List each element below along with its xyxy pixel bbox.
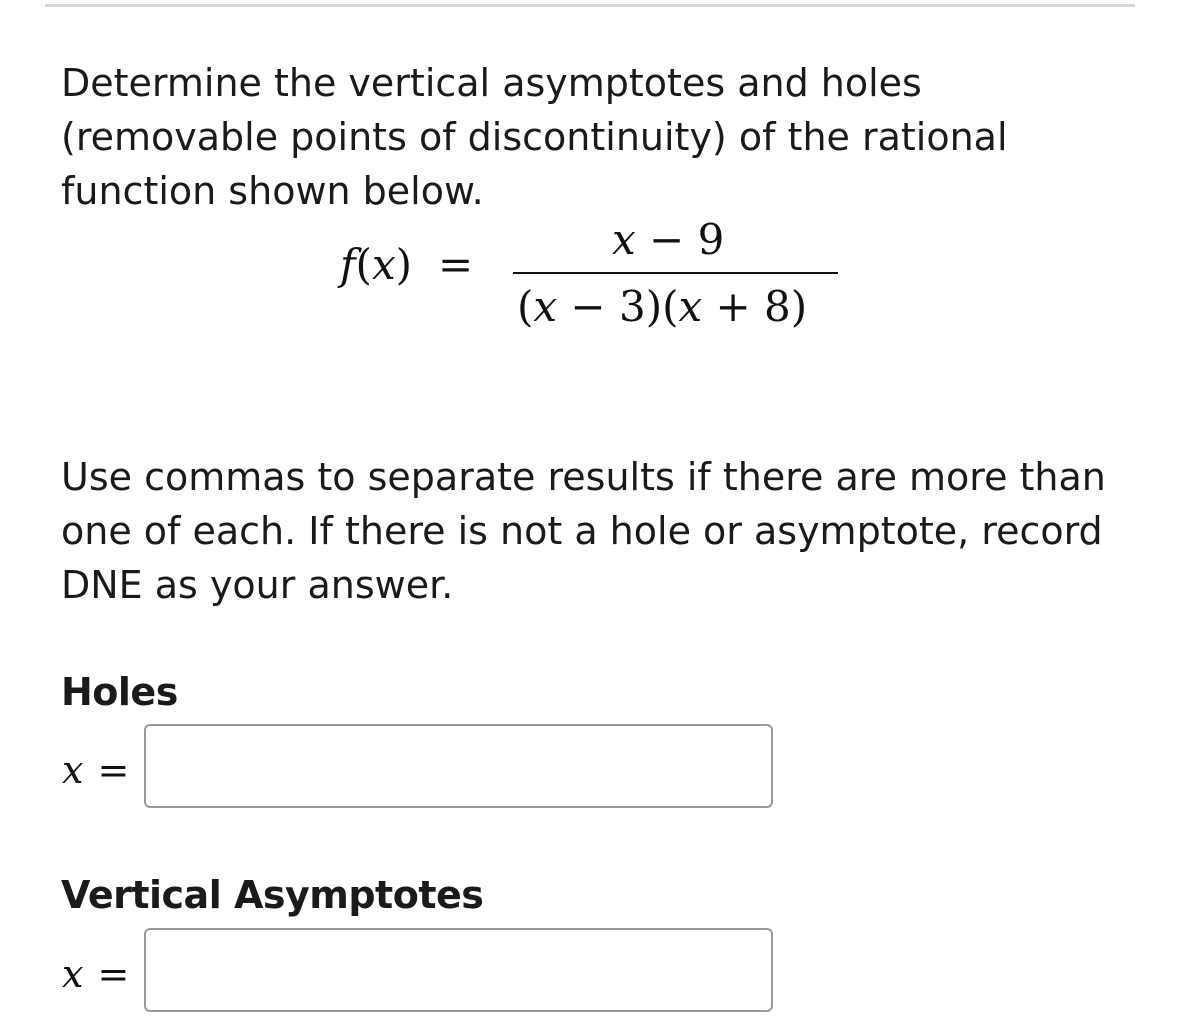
holes-answer-input[interactable] — [144, 724, 773, 808]
top-divider — [45, 4, 1135, 7]
question-intro: Determine the vertical asymptotes and holes (removable points of discontinuity) of the rational function shown below. — [61, 61, 1008, 213]
denominator-variable-1: x — [533, 282, 558, 331]
vertical-asymptotes-equals-sign: = — [97, 952, 130, 996]
vertical-asymptotes-heading: Vertical Asymptotes — [61, 873, 484, 917]
formula-lhs-close-paren: ) — [395, 240, 413, 289]
question-instructions: Use commas to separate results if there are more than one of each. If there is not a hole or asymptote, record DNE as your answer. — [61, 455, 1106, 607]
formula-function-name: f — [340, 240, 356, 289]
denominator-variable-2: x — [678, 282, 703, 331]
vertical-asymptotes-answer-input[interactable] — [144, 928, 773, 1012]
holes-heading: Holes — [61, 670, 178, 714]
denominator-rest-1: − 3)( — [557, 282, 679, 331]
holes-equation-label — [62, 748, 129, 792]
formula-lhs-variable: x — [371, 240, 396, 289]
denominator-rest-2: + 8) — [702, 282, 808, 331]
vertical-asymptotes-equation-label — [62, 952, 129, 996]
formula-lhs — [340, 240, 473, 289]
holes-variable: x — [62, 748, 84, 792]
holes-equals-sign: = — [97, 748, 130, 792]
formula-numerator — [612, 215, 724, 264]
vertical-asymptotes-variable: x — [62, 952, 84, 996]
numerator-variable: x — [612, 215, 636, 264]
denominator-open-paren: ( — [517, 282, 534, 331]
formula-denominator — [517, 282, 807, 331]
formula-lhs-open-paren: ( — [355, 240, 372, 289]
formula-equals-sign: = — [438, 240, 474, 289]
fraction-bar — [513, 272, 838, 274]
numerator-rest: − 9 — [635, 215, 725, 264]
